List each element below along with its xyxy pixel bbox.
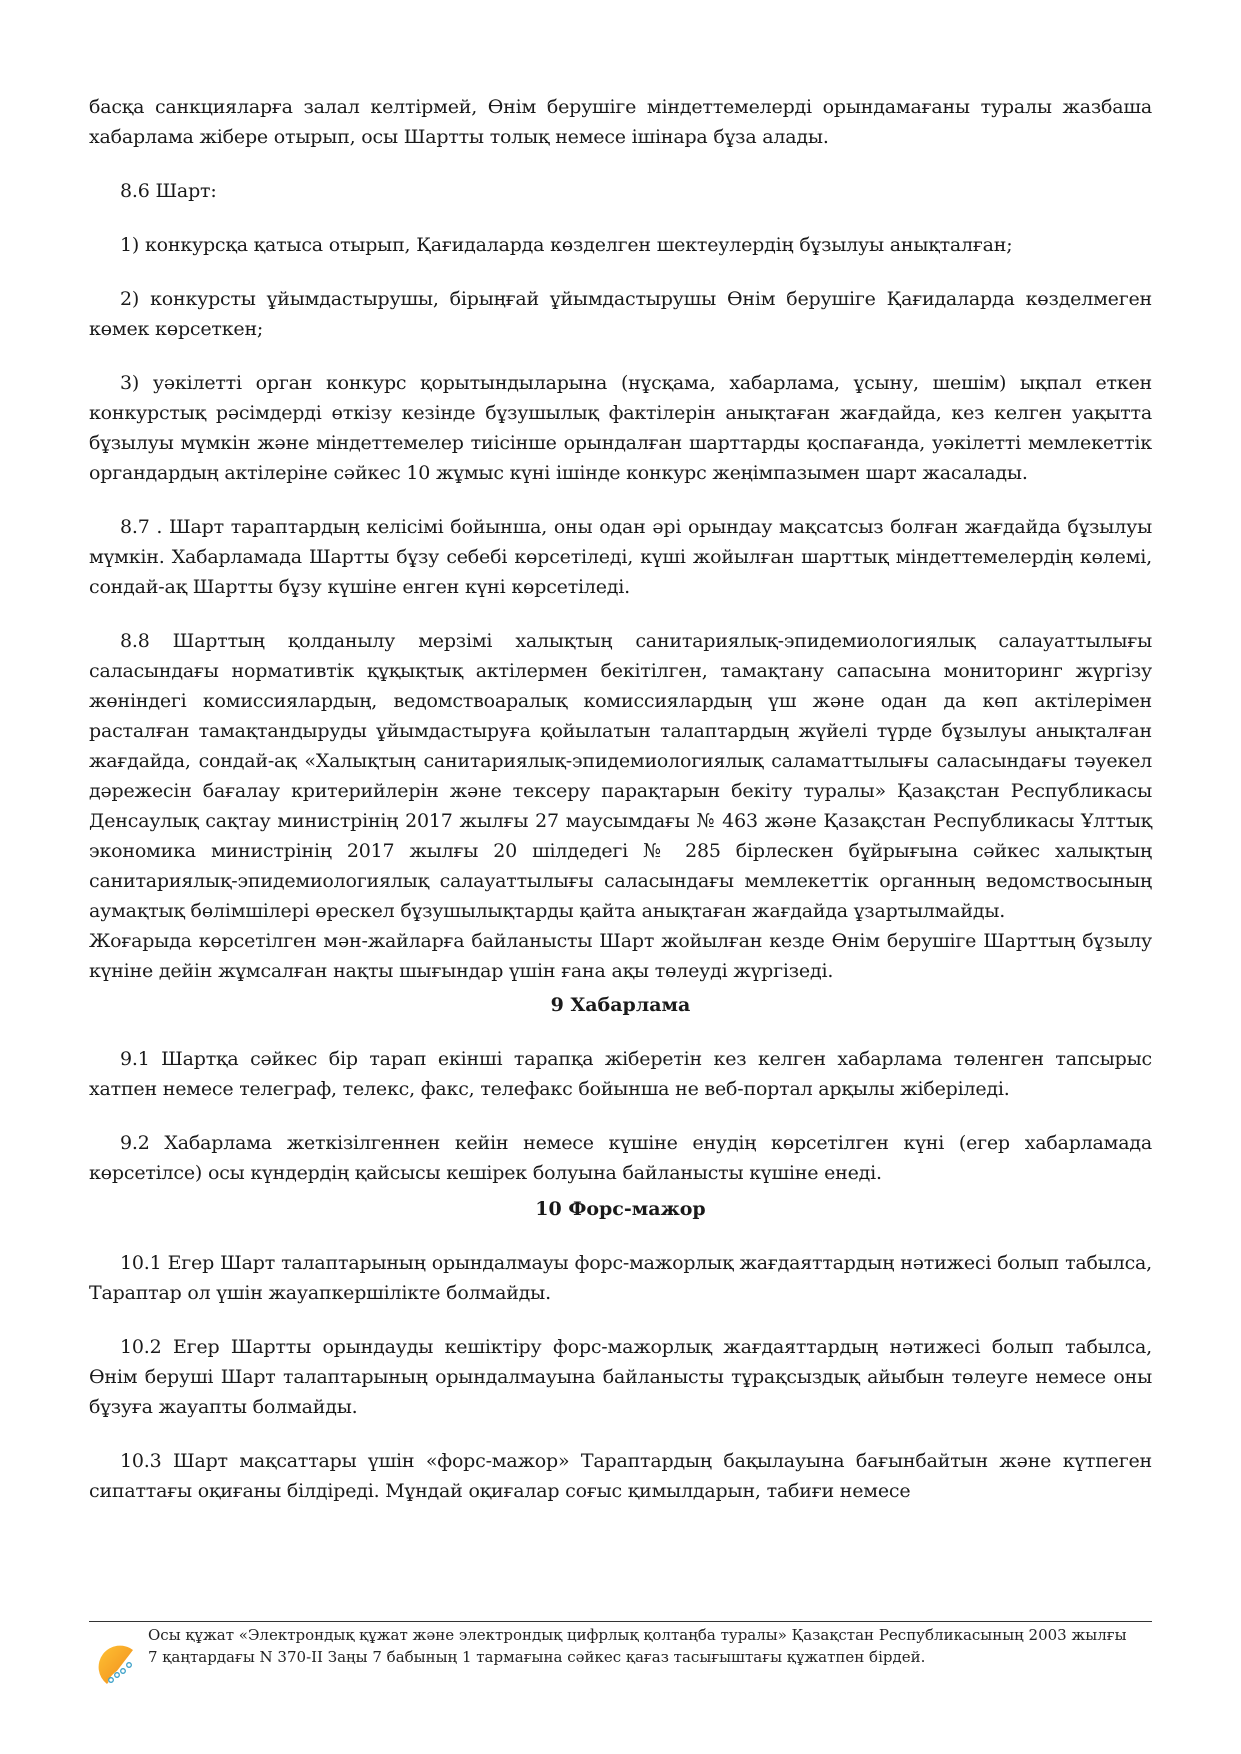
footer [89,1622,1152,1702]
egov-sun-logo-icon [93,1642,139,1688]
footer-legal-notice: Осы құжат «Электрондық құжат және электрондық цифрлық қолтаңба туралы» Қазақстан Республикасының 2003 жылғы 7 қаңтардағы N 370-II Заңы 7 бабының 1 тармағына сәйкес қағаз тасығыштағы құжатпен бірдей. [148,1626,1127,1666]
paragraph-8-6-item-3: 3) уәкілетті орган конкурс қорытындыларына (нұсқама, хабарлама, ұсыну, шешім) ықпал еткен конкурстық рәсімдерді өткізу кезінде бұзушылық фактілерін анықтаған жағдайда, кез келген уақытта бұзылуы мүмкін және міндеттемелер тиісінше орындалған шарттарды қоспағанда, уәкілетті мемлекеттік органдардың актілеріне сәйкес 10 жұмыс күні ішінде конкурс жеңімпазымен шарт жасалады. [89,372,1152,484]
paragraph-8-7: 8.7 . Шарт тараптардың келісімі бойынша, оны одан әрі орындау мақсатсыз болған жағдайда бұзылуы мүмкін. Хабарламада Шартты бұзу себебі көрсетіледі, күші жойылған шарттық міндеттемелердің көлемі, сондай-ақ Шартты бұзу күшіне енген күні көрсетіледі. [89,516,1152,598]
paragraph-9-2: 9.2 Хабарлама жеткізілгеннен кейін немесе күшіне енудің көрсетілген күні (егер хабарламада көрсетілсе) осы күндердің қайсысы кешірек болуына байланысты күшіне енеді. [89,1132,1152,1184]
section-10-heading: 10 Форс-мажор [535,1198,706,1220]
paragraph-8-6-item-1: 1) конкурсқа қатыса отырып, Қағидаларда көзделген шектеулердің бұзылуы анықталған; [120,234,1013,256]
paragraph-8-6-item-2: 2) конкурсты ұйымдастырушы, бірыңғай ұйымдастырушы Өнім берушіге Қағидаларда көзделмеген көмек көрсеткен; [89,288,1152,340]
document-page [89,92,1152,1530]
paragraph-10-3: 10.3 Шарт мақсаттары үшін «форс-мажор» Тараптардың бақылауына бағынбайтын және күтпеген сипаттағы оқиғаны білдіреді. Мұндай оқиғалар соғыс қимылдарын, табиғи немесе [89,1450,1152,1502]
section-9-heading: 9 Хабарлама [550,994,691,1016]
paragraph-8-6: 8.6 Шарт: [120,180,217,202]
paragraph-10-2: 10.2 Егер Шартты орындауды кешіктіру форс-мажорлық жағдаяттардың нәтижесі болып табылса, Өнім беруші Шарт талаптарының орындалмауына байланысты тұрақсыздық айыбын төлеуге немесе оны бұзуға жауапты болмайды. [89,1336,1152,1418]
paragraph-8-8: 8.8 Шарттың қолданылу мерзімі халықтың санитариялық-эпидемиологиялық салауаттылығы саласындағы нормативтік құқықтық актілермен бекітілген, тамақтану сапасына мониторинг жүргізу жөніндегі комиссиялардың, ведомствоаралық комиссиялардың үш және одан да көп актілерімен расталған тамақтандыруды ұйымдастыруға қойылатын талаптардың жүйелі түрде бұзылуы анықталған жағдайда, сондай-ақ «Халықтың санитариялық-эпидемиологиялық саламаттылығы саласындағы тәуекел дәрежесін бағалау критерийлерін және тексеру парақтарын бекіту туралы» Қазақстан Республикасы Денсаулық сақтау министрінің 2017 жылғы 27 маусымдағы № 463 және Қазақстан Республикасы Ұлттық экономика министрінің 2017 жылғы 20 шілдедегі № 285 бірлескен бұйрығына сәйкес халықтың санитариялық-эпидемиологиялық салауаттылығы саласындағы мемлекеттік органның ведомствосының аумақтық бөлімшілері өрескел бұзушылықтарды қайта анықтаған жағдайда ұзартылмайды. [89,630,1152,922]
paragraph-9-1: 9.1 Шартқа сәйкес бір тарап екінші тарапқа жіберетін кез келген хабарлама төленген тапсырыс хатпен немесе телеграф, телекс, факс, телефакс бойынша не веб-портал арқылы жіберіледі. [89,1048,1152,1100]
paragraph-8-8-continuation: Жоғарыда көрсетілген мән-жайларға байланысты Шарт жойылған кезде Өнім берушіге Шарттың бұзылу күніне дейін жұмсалған нақты шығындар үшін ғана ақы төлеуді жүргізеді. [89,930,1152,982]
paragraph-continuation: басқа санкцияларға залал келтірмей, Өнім берушіге міндеттемелерді орындамағаны туралы жазбаша хабарлама жібере отырып, осы Шартты толық немесе ішінара бұза алады. [89,96,1152,148]
paragraph-10-1: 10.1 Егер Шарт талаптарының орындалмауы форс-мажорлық жағдаяттардың нәтижесі болып табылса, Тараптар ол үшін жауапкершілікте болмайды. [89,1252,1152,1304]
